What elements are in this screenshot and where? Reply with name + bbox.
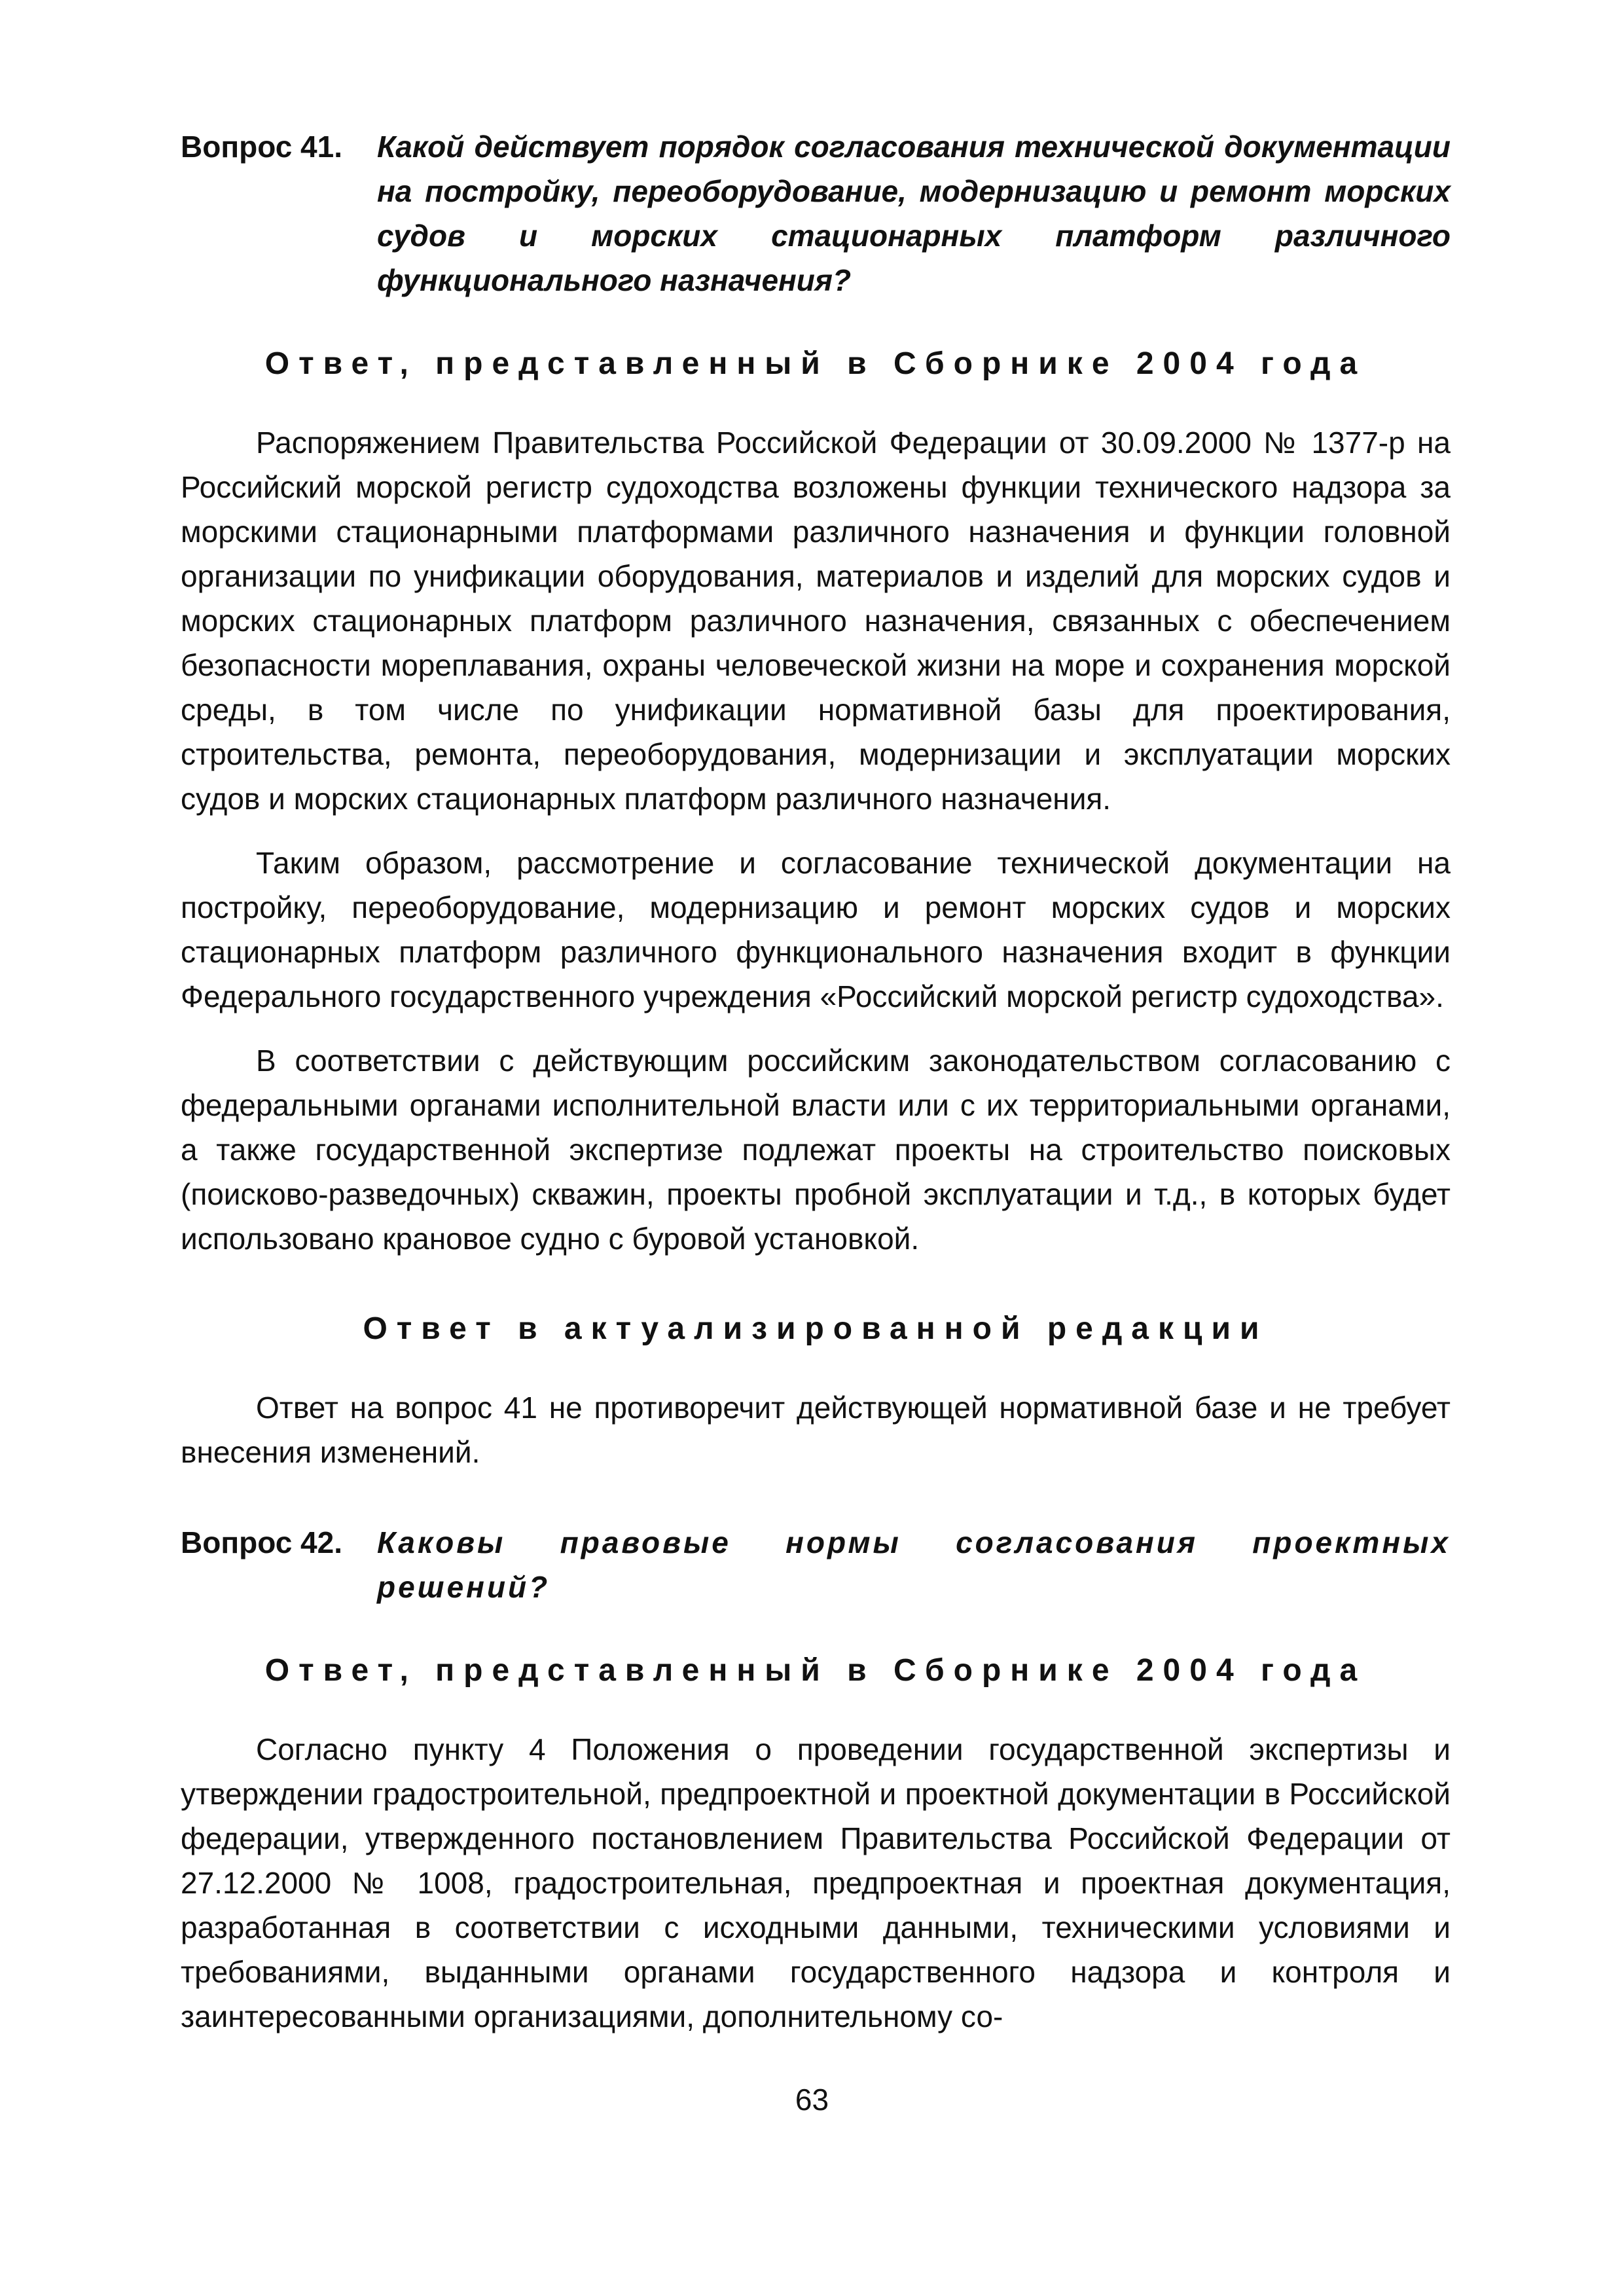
question-41 bbox=[181, 124, 1451, 302]
question-42-text: Каковы правовые нормы согласования проектных решений? bbox=[377, 1525, 1451, 1604]
question-41-text: Какой действует порядок согласования технической документации на постройку, переоборудование, модернизацию и ремонт морских судов и морских стационарных платформ различного функционального назначения? bbox=[377, 130, 1451, 297]
question-41-label: Вопрос 41. bbox=[181, 130, 343, 164]
page-number: 63 bbox=[795, 2083, 829, 2117]
question-42 bbox=[181, 1520, 1451, 1609]
q41-paragraph-2004-3: В соответствии с действующим российским законодательством согласованию с федеральными органами исполнительной власти или с их территориальными органами, а также государственной экспертизе подлежат проекты на строительство поисковых (поисково-разведочных) скважин, проекты пробной эксплуатации и т.д., в которых будет использовано крановое судно с буровой установкой. bbox=[181, 1044, 1451, 1256]
q41-paragraph-actual-1: Ответ на вопрос 41 не противоречит действующей нормативной базе и не требует внесения изменений. bbox=[181, 1391, 1451, 1469]
q42-heading-2004: Ответ, представленный в Сборнике 2004 года bbox=[264, 1653, 1367, 1688]
q42-paragraph-2004-1: Согласно пункту 4 Положения о проведении государственной экспертизы и утверждении градостроительной, предпроектной и проектной документации в Российской федерации, утвержденного постановлением Правительства Российской Федерации от 27.12.2000 № 1008, градостроительная, предпроектная и проектная документация, разработанная в соответствии с исходными данными, техническими условиями и требованиями, выданными органами государственного надзора и контроля и заинтересованными организациями, дополнительному со- bbox=[181, 1732, 1451, 2033]
question-42-label: Вопрос 42. bbox=[181, 1525, 343, 1559]
q41-heading-actual: Ответ в актуализированной редакции bbox=[363, 1311, 1269, 1346]
q41-paragraph-2004-2: Таким образом, рассмотрение и согласование технической документации на постройку, переоборудование, модернизацию и ремонт морских судов и морских стационарных платформ различного функционального назначения входит в функции Федерального государственного учреждения «Российский морской регистр судоходства». bbox=[181, 846, 1451, 1013]
q41-paragraph-2004-1: Распоряжением Правительства Российской Федерации от 30.09.2000 № 1377-р на Российский морской регистр судоходства возложены функции технического надзора за морскими стационарными платформами различного назначения и функции головной организации по унификации оборудования, материалов и изделий для морских судов и морских стационарных платформ различного назначения, связанных с обеспечением безопасности мореплавания, охраны человеческой жизни на море и сохранения морской среды, в том числе по унификации нормативной базы для проектирования, строительства, ремонта, переоборудования, модернизации и эксплуатации морских судов и морских стационарных платформ различного назначения. bbox=[181, 426, 1451, 816]
document-page bbox=[181, 124, 1451, 2058]
q41-heading-2004: Ответ, представленный в Сборнике 2004 года bbox=[264, 346, 1367, 381]
